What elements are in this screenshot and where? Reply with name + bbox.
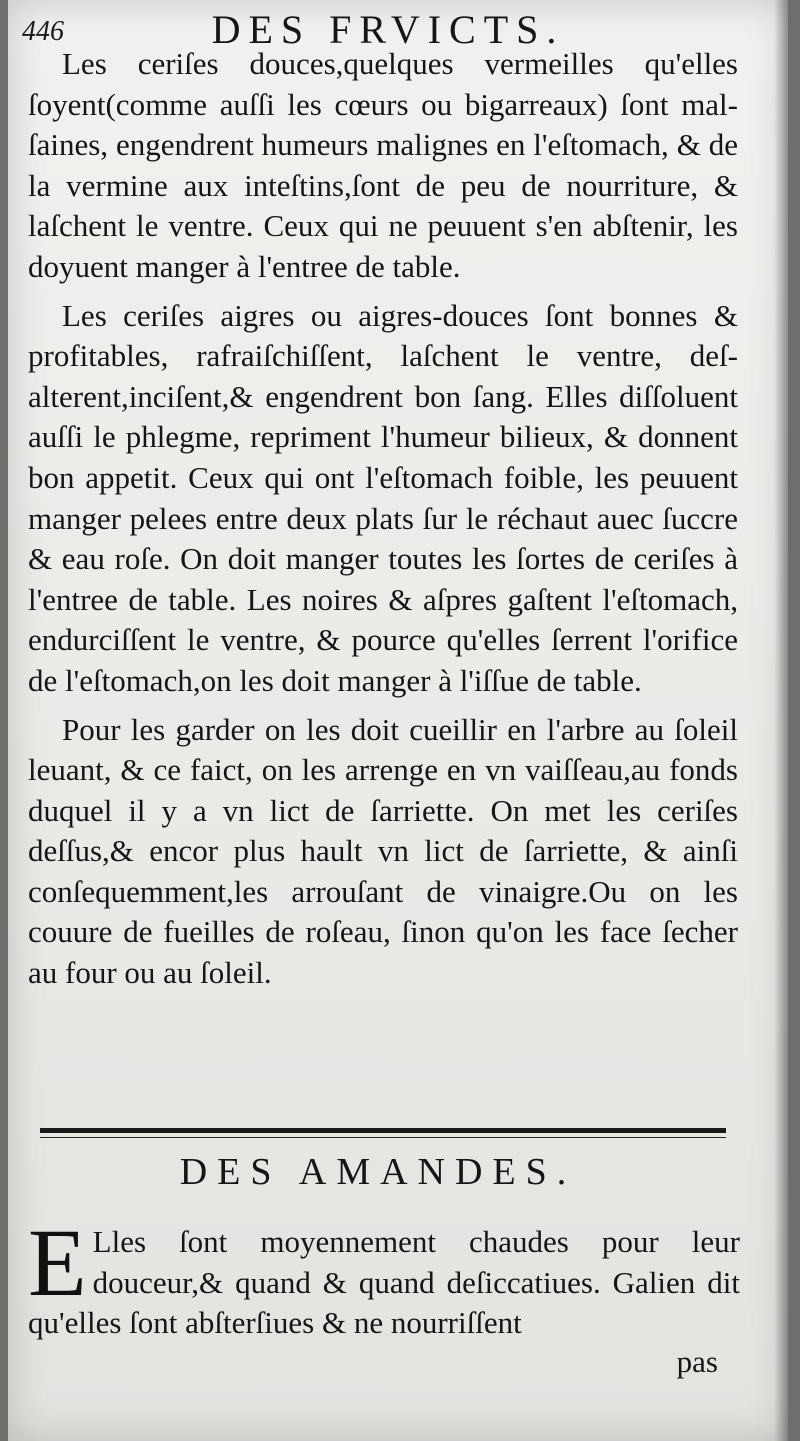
section-divider: [40, 1128, 726, 1133]
page-edge-shadow: [774, 0, 788, 1441]
paragraph-2: Les ceriſes aigres ou aigres-douces ſont bonnes & profitables, rafraiſchiſſent, laſchent le ventre, deſ-alterent,inciſent,& engendrent bon ſang. Elles diſſoluent auſſi le phlegme, repriment l'humeur bilieux, & donnent bon appetit. Ceux qui ont l'eſtomach foible, les peuuent manger pelees entre deux plats ſur le réchaut auec ſuccre & eau roſe. On doit manger toutes les ſortes de ceriſes à l'entree de table. Les noires & aſpres gaſtent l'eſtomach, endurciſſent le ventre, & pource qu'elles ſerrent l'orifice de l'eſtomach,on les doit manger à l'iſſue de table.: [28, 297, 738, 698]
book-page: [8, 0, 788, 1441]
section-divider-thin: [40, 1137, 726, 1138]
section-paragraph: Lles ſont moyennement chaudes pour leur douceur,& quand & quand deſiccatiues. Galien dit qu'elles ſont abſterſiues & ne nourriſſent: [28, 1224, 740, 1341]
drop-cap: E: [28, 1209, 87, 1316]
catchword: pas: [676, 1344, 718, 1379]
paragraph-3: Pour les garder on les doit cueillir en l'arbre au ſoleil leuant, & ce faict, on les arrenge en vn vaiſſeau,au fonds duquel il y a vn lict de ſarriette. On met les ceriſes deſſus,& encor plus hault vn lict de ſarriette, & ainſi conſequemment,les arrouſant de vinaigre.Ou on les couure de fueilles de roſeau, ſinon qu'on les face ſecher au four ou au ſoleil.: [28, 711, 738, 991]
section-title: DES AMANDES.: [179, 1151, 577, 1193]
paragraph-1: Les ceriſes douces,quelques vermeilles qu'elles ſoyent(comme auſſi les cœurs ou bigarreaux) ſont mal-ſaines, engendrent humeurs malignes en l'eſtomach, & de la vermine aux inteſtins,ſont de peu de nourriture, & laſchent le ventre. Ceux qui ne peuuent s'en abſtenir, les doyuent manger à l'entree de table.: [28, 46, 738, 284]
main-text: [28, 44, 738, 1002]
page-number: 446: [22, 16, 64, 47]
section-text: [28, 1209, 740, 1344]
running-title: DES FRVICTS.: [211, 7, 565, 52]
